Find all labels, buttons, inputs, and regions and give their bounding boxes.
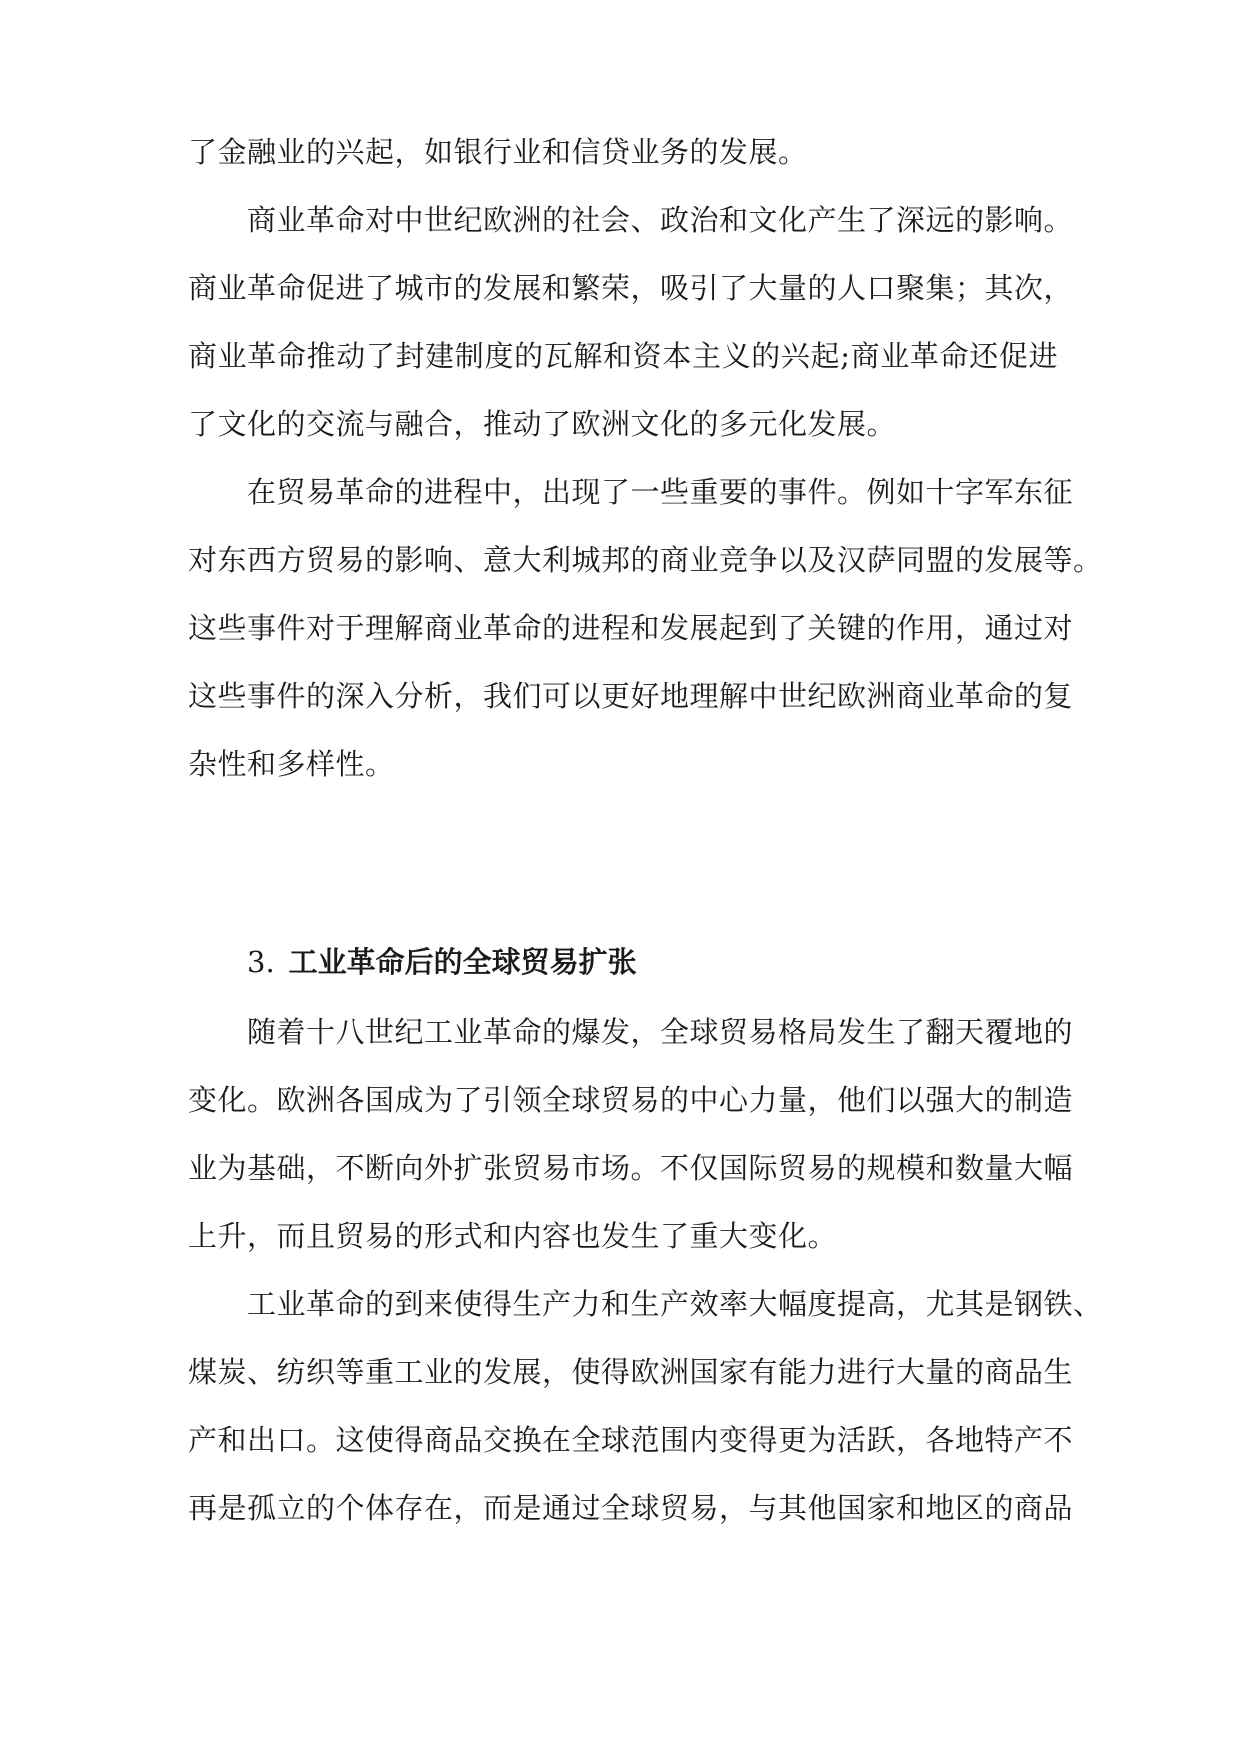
text-line: 商业革命促进了城市的发展和繁荣，吸引了大量的人口聚集；其次， [188,271,1074,305]
text-line: 产和出口。这使得商品交换在全球范围内变得更为活跃，各地特产不 [188,1423,1074,1457]
text-line: 这些事件对于理解商业革命的进程和发展起到了关键的作用，通过对 [188,611,1074,645]
section-title: 工业革命后的全球贸易扩张 [288,945,637,979]
section-number: 3. [247,945,275,979]
text-line: 上升，而且贸易的形式和内容也发生了重大变化。 [188,1219,838,1253]
text-line: 煤炭、纺织等重工业的发展，使得欧洲国家有能力进行大量的商品生 [188,1355,1074,1389]
text-line: 商业革命对中世纪欧洲的社会、政治和文化产生了深远的影响。 [247,203,1074,237]
text-line: 随着十八世纪工业革命的爆发，全球贸易格局发生了翻天覆地的 [247,1015,1074,1049]
text-line: 了文化的交流与融合，推动了欧洲文化的多元化发展。 [188,407,897,441]
text-line: 业为基础，不断向外扩张贸易市场。不仅国际贸易的规模和数量大幅 [188,1151,1074,1185]
text-line: 这些事件的深入分析，我们可以更好地理解中世纪欧洲商业革命的复 [188,679,1074,713]
text-line: 对东西方贸易的影响、意大利城邦的商业竞争以及汉萨同盟的发展等。 [188,543,1103,577]
text-line: 在贸易革命的进程中，出现了一些重要的事件。例如十字军东征 [247,475,1074,509]
text-line: 变化。欧洲各国成为了引领全球贸易的中心力量，他们以强大的制造 [188,1083,1074,1117]
section-heading [247,942,637,982]
text-line: 了金融业的兴起，如银行业和信贷业务的发展。 [188,135,808,169]
text-line: 再是孤立的个体存在，而是通过全球贸易，与其他国家和地区的商品 [188,1491,1074,1525]
text-line: 工业革命的到来使得生产力和生产效率大幅度提高，尤其是钢铁、 [247,1287,1103,1321]
text-line: 杂性和多样性。 [188,747,395,781]
text-line: 商业革命推动了封建制度的瓦解和资本主义的兴起;商业革命还促进 [188,339,1058,373]
